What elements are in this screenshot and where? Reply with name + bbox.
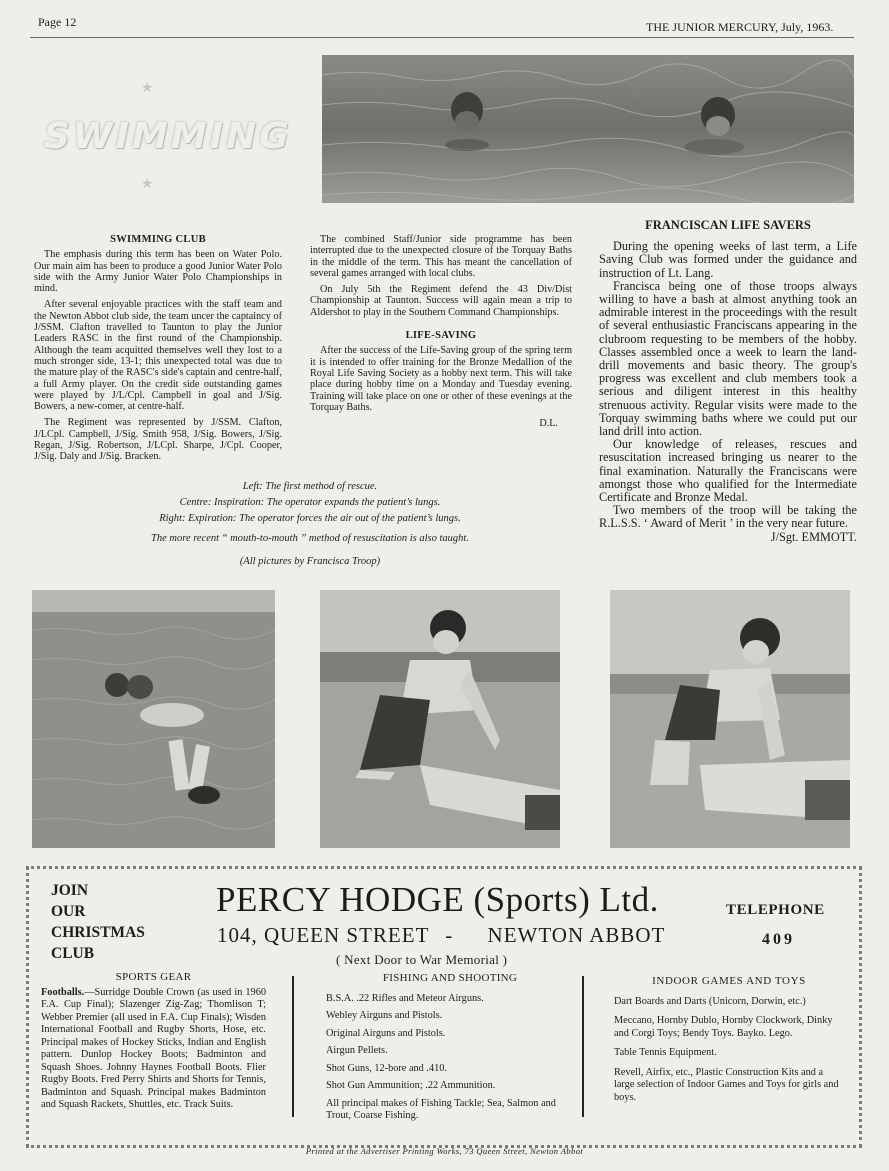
caption-centre <box>40 497 580 509</box>
fishing-item: Shot Guns, 12-bore and .410. <box>326 1062 447 1074</box>
indoor-item: Revell, Airfix, etc., Plastic Construction Kits and a large selection of Indoor Games and Toys for girls and boys. <box>614 1066 839 1103</box>
company-name: PERCY HODGE (Sports) Ltd. <box>216 880 659 919</box>
indoor-item: Table Tennis Equipment. <box>614 1047 717 1058</box>
indoor-item: Meccano, Hornby Dublo, Hornby Clockwork, Dinky and Corgi Toys; Bendy Toys. Bayko. Lego. <box>614 1015 833 1039</box>
company-address <box>217 923 667 948</box>
christmas-club-line: OUR <box>51 903 86 920</box>
telephone-label: TELEPHONE <box>726 902 825 918</box>
printer-credit: Printed at the Advertiser Printing Works, 73 Queen Street, Newton Abbot <box>305 1146 584 1156</box>
caption-label: Centre <box>179 497 208 508</box>
swimming-club-heading: SWIMMING CLUB <box>110 234 206 245</box>
telephone-number: 409 <box>762 931 795 948</box>
caption-mouth-to-mouth: The more recent “ mouth-to-mouth ” method of resuscitation is also taught. <box>151 533 469 544</box>
sports-gear-text <box>41 987 266 1112</box>
address-street: 104, QUEEN STREET <box>217 923 430 947</box>
swimmers-image <box>322 55 854 203</box>
swimming-title: SWIMMING <box>44 116 292 157</box>
article-paragraph: The Regiment was represented by J/SSM. Clafton, J/LCpl. Campbell, J/Sig. Smith 958, J/Sig. Bowers, J/Sig. Regan, J/Sig. Robertson, J/LCpl. Sharpe, J/Cpl. Cooper, J/Sig. Daly and J/Sig. Bracken. <box>34 417 282 463</box>
inspiration-image <box>320 590 560 848</box>
star-icon: ★ <box>141 177 154 192</box>
author-initials: D.L. <box>539 418 558 430</box>
fishing-shooting-section <box>326 972 574 1123</box>
caption-text: : The first method of rescue. <box>259 481 378 492</box>
indoor-item: Dart Boards and Darts (Unicorn, Dorwin, etc.) <box>614 995 806 1007</box>
christmas-club <box>51 880 145 964</box>
fishing-item: Shot Gun Ammunition; .22 Ammunition. <box>326 1080 496 1091</box>
sports-gear-heading: SPORTS GEAR <box>115 971 192 983</box>
fishing-item: B.S.A. .22 Rifles and Meteor Airguns. <box>326 992 484 1004</box>
column-divider <box>582 976 584 1117</box>
swimming-club-article <box>34 234 282 468</box>
photo-expiration <box>610 590 850 848</box>
article-paragraph: On July 5th the Regiment defend the 43 Div/Dist Championship at Taunton. Success will again mean a trip to Aldershot to play in the Southern Command Championships. <box>310 284 572 318</box>
christmas-club-line: JOIN <box>51 882 89 899</box>
sports-gear-section <box>41 971 266 1112</box>
address-town: NEWTON ABBOT <box>487 923 666 947</box>
final-paragraph-text: Two members of the troop will be taking the R.L.S.S. ‘ Award of Merit ’ in the very near future. <box>599 503 857 531</box>
indoor-games-section <box>614 975 844 1104</box>
rescue-image <box>32 590 275 848</box>
landmark-note: ( Next Door to War Memorial ) <box>336 952 508 967</box>
article-paragraph: After the success of the Life-Saving group of the spring term it is intended to offer training for the Bronze Medallion of the Royal Life Saving Society as a hobby next term. This will take place during hobby time on a Monday and Tuesday evening. Training will take place on one or other of these evenings at the Torquay Baths. <box>310 345 572 413</box>
caption-left <box>40 481 580 493</box>
caption-right <box>40 513 580 525</box>
star-icon: ★ <box>141 81 154 96</box>
fishing-heading: FISHING AND SHOOTING <box>382 972 518 984</box>
column-divider <box>292 976 294 1117</box>
article-paragraph: The combined Staff/Junior side programme has been interrupted due to the unexpected closure of the Torquay Baths in the middle of the term. This has meant the cancellation of several games arranged with local clubs. <box>310 234 572 279</box>
franciscan-heading: FRANCISCAN LIFE SAVERS <box>645 218 811 232</box>
caption-text: : Inspiration: The operator expands the patient’s lungs. <box>207 497 441 508</box>
sports-lead: Footballs. <box>41 986 85 998</box>
author-signature: J/Sgt. EMMOTT. <box>770 529 857 544</box>
caption-text: : Expiration: The operator forces the air out of the patient’s lungs. <box>181 513 461 524</box>
christmas-club-line: CHRISTMAS <box>51 924 145 941</box>
article-paragraph: Our knowledge of releases, rescues and resuscitation increased bringing us nearer to the final examination. Naturally the Franciscans were amongst those who qualified for the Intermediate Certificate and Bronze Medal. <box>599 437 857 505</box>
caption-label: Left <box>242 481 260 492</box>
photo-swimmers-in-sea <box>322 55 854 203</box>
photo-rescue-in-water <box>32 590 275 848</box>
caption-label: Right <box>159 513 182 524</box>
franciscan-article <box>599 219 857 544</box>
page-number: Page 12 <box>38 15 77 29</box>
photo-credit: (All pictures by Francisca Troop) <box>239 556 381 567</box>
publication-title: THE JUNIOR MERCURY, July, 1963. <box>646 20 834 34</box>
article-paragraph: Francisca being one of those troops always willing to have a bash at almost anything took an admirable interest in the proceedings with the result of several enthusiastic Franciscans appearing in the clubroom requesting to be members of the hobby. Classes assembled once a week to learn the land-drill movements and basic theory. The group's progress was excellent and club members took a serious and diligent interest in this healthy strenuous activity. Regular visits were made to the Torquay swimming baths where we could put our land drill into action. <box>599 278 857 439</box>
christmas-club-line: CLUB <box>51 945 95 962</box>
photo-inspiration <box>320 590 560 848</box>
middle-article <box>310 234 572 429</box>
expiration-image <box>610 590 850 848</box>
article-paragraph <box>599 503 857 544</box>
address-dash: - <box>445 923 454 947</box>
article-paragraph: The emphasis during this term has been on Water Polo. Our main aim has been to produce a good Junior Water Polo side with the Army Junior Water Polo Championships in mind. <box>34 249 282 295</box>
header-rule <box>30 37 854 38</box>
fishing-item: Webley Airguns and Pistols. <box>326 1010 443 1021</box>
article-paragraph: During the opening weeks of last term, a Life Saving Club was formed under the guidance and instruction of Lt. Lang. <box>599 239 857 280</box>
sports-body: —Surridge Double Crown (as used in 1960 F.A. Cup Final); Slazenger Zig-Zag; Thomlison T; Webber Premier (all used in F.A. Cup Finals); Wisden International Football and Rugby Shorts, Hose, etc. Principal makes of Hockey Sticks, Indian and English pattern. Dunlop Hockey Boots; Badminton and Squash Shoes. Johnny Haynes Football Boots. Flier Rugby Boots. Fred Perry Shirts and Shorts for Tennis, Badminton and Squash. Principal makes Badminton and Squash Rackets, Shuttles, etc. Track Suits. <box>41 986 266 1110</box>
indoor-heading: INDOOR GAMES AND TOYS <box>652 975 806 987</box>
fishing-item: Airgun Pellets. <box>326 1045 388 1056</box>
article-paragraph: After several enjoyable practices with the staff team and the Newton Abbot club side, the team uncer the captaincy of J/SSM. Clafton travelled to Taunton to play the Junior Leaders RASC in the first round of the Championship. Although the team acquitted themselves well they lost to a much stronger side, 13-1; this unexpected total was due to the mature play of the RASC's side's captain and centre-half, a full Army player. On the credit side outstanding games were played by J/L/Cpl. Campbell in goal and J/Sig. Bowers, a new-comer, at centre-half. <box>34 299 282 413</box>
fishing-item: Original Airguns and Pistols. <box>326 1027 446 1039</box>
lifesaving-heading: LIFE-SAVING <box>405 330 477 342</box>
fishing-item: All principal makes of Fishing Tackle; Sea, Salmon and Trout, Coarse Fishing. <box>326 1097 556 1121</box>
